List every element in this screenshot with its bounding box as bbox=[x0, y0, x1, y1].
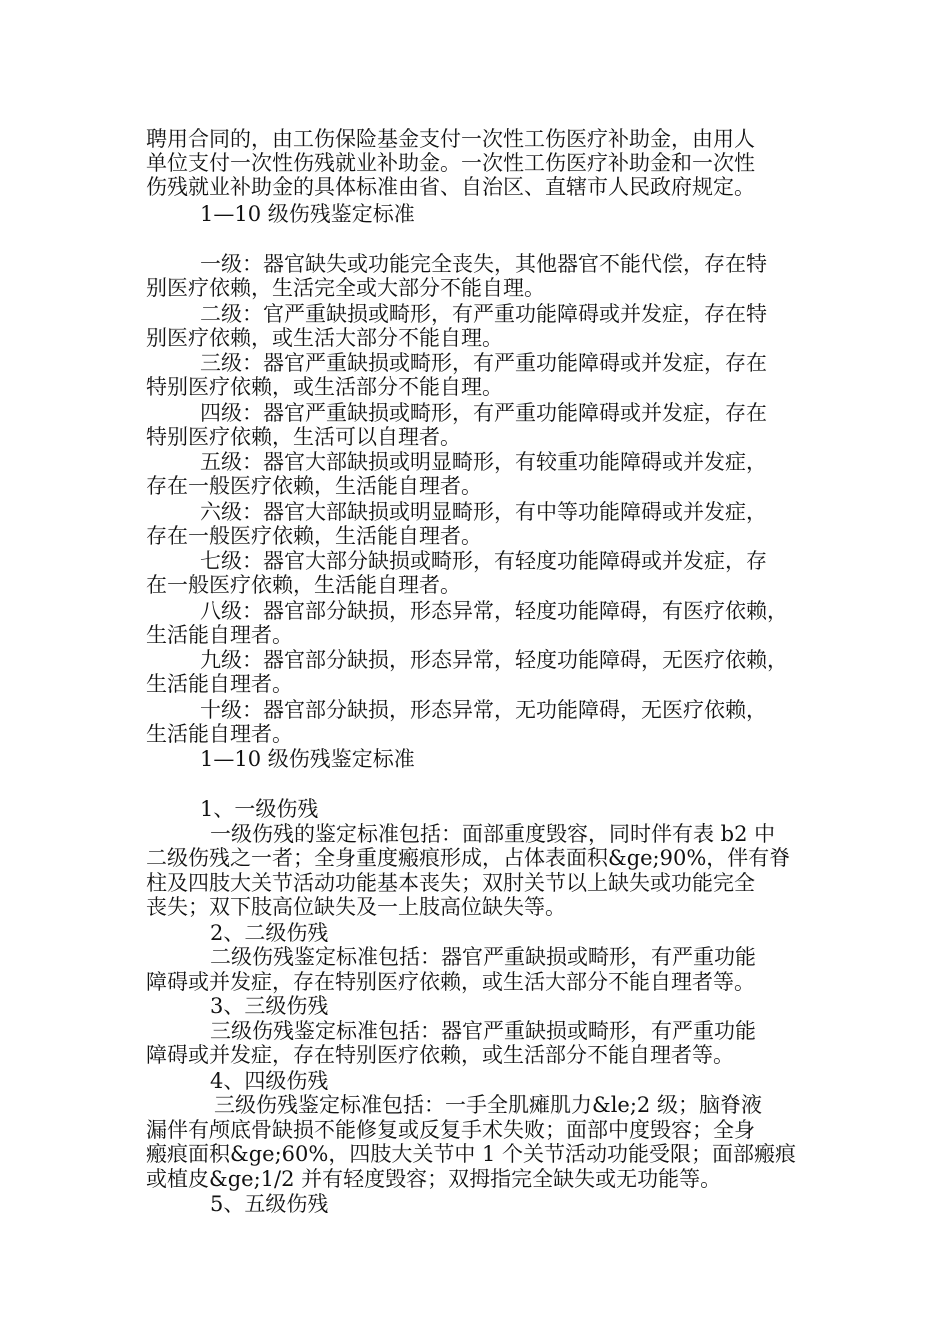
text-line: 生活能自理者。 bbox=[146, 672, 293, 696]
text-line: 或植皮&ge;1/2 并有轻度毁容；双拇指完全缺失或无功能等。 bbox=[146, 1167, 722, 1191]
text-line: 三级伤残鉴定标准包括：一手全肌瘫肌力&le;2 级；脑脊液 bbox=[214, 1093, 762, 1117]
text-line: 在一般医疗依赖，生活能自理者。 bbox=[146, 573, 461, 597]
text-line: 瘢痕面积&ge;60%，四肢大关节中 1 个关节活动功能受限；面部瘢痕 bbox=[146, 1142, 797, 1166]
text-line: 四级：器官严重缺损或畸形，有严重功能障碍或并发症，存在 bbox=[200, 401, 767, 425]
text-line: 七级：器官大部分缺损或畸形，有轻度功能障碍或并发症，存 bbox=[200, 549, 767, 573]
subsection-heading: 4、四级伤残 bbox=[210, 1069, 329, 1093]
text-line: 六级：器官大部缺损或明显畸形，有中等功能障碍或并发症， bbox=[200, 500, 767, 524]
text-line: 别医疗依赖，生活完全或大部分不能自理。 bbox=[146, 276, 545, 300]
text-line: 特别医疗依赖，生活可以自理者。 bbox=[146, 425, 461, 449]
text-line: 八级：器官部分缺损，形态异常，轻度功能障碍，有医疗依赖， bbox=[200, 599, 788, 623]
text-line: 伤残就业补助金的具体标准由省、自治区、直辖市人民政府规定。 bbox=[146, 175, 755, 199]
text-line: 三级：器官严重缺损或畸形，有严重功能障碍或并发症，存在 bbox=[200, 351, 767, 375]
text-line: 三级伤残鉴定标准包括：器官严重缺损或畸形，有严重功能 bbox=[210, 1019, 756, 1043]
section-heading: 1—10 级伤残鉴定标准 bbox=[200, 747, 415, 771]
text-line: 障碍或并发症，存在特别医疗依赖，或生活大部分不能自理者等。 bbox=[146, 970, 755, 994]
text-line: 一级：器官缺失或功能完全丧失，其他器官不能代偿，存在特 bbox=[200, 252, 767, 276]
text-line: 别医疗依赖，或生活大部分不能自理。 bbox=[146, 326, 503, 350]
text-line: 特别医疗依赖，或生活部分不能自理。 bbox=[146, 375, 503, 399]
text-line: 漏伴有颅底骨缺损不能修复或反复手术失败；面部中度毁容；全身 bbox=[146, 1118, 755, 1142]
text-line: 柱及四肢大关节活动功能基本丧失；双肘关节以上缺失或功能完全 bbox=[146, 871, 755, 895]
text-line: 存在一般医疗依赖，生活能自理者。 bbox=[146, 524, 482, 548]
text-line: 单位支付一次性伤残就业补助金。一次性工伤医疗补助金和一次性 bbox=[146, 151, 755, 175]
subsection-heading: 3、三级伤残 bbox=[210, 994, 329, 1018]
text-line: 二级伤残之一者；全身重度瘢痕形成，占体表面积&ge;90%，伴有脊 bbox=[146, 846, 791, 870]
text-line: 二级：官严重缺损或畸形，有严重功能障碍或并发症，存在特 bbox=[200, 302, 767, 326]
subsection-heading: 2、二级伤残 bbox=[210, 921, 329, 945]
text-line: 十级：器官部分缺损，形态异常，无功能障碍，无医疗依赖， bbox=[200, 698, 767, 722]
text-line: 障碍或并发症，存在特别医疗依赖，或生活部分不能自理者等。 bbox=[146, 1043, 734, 1067]
text-line: 生活能自理者。 bbox=[146, 623, 293, 647]
subsection-heading: 5、五级伤残 bbox=[210, 1192, 329, 1216]
text-line: 聘用合同的，由工伤保险基金支付一次性工伤医疗补助金，由用人 bbox=[146, 127, 755, 151]
text-line: 存在一般医疗依赖，生活能自理者。 bbox=[146, 474, 482, 498]
text-line: 二级伤残鉴定标准包括：器官严重缺损或畸形，有严重功能 bbox=[210, 945, 756, 969]
section-heading: 1—10 级伤残鉴定标准 bbox=[200, 202, 415, 226]
subsection-heading: 1、一级伤残 bbox=[200, 797, 319, 821]
text-line: 一级伤残的鉴定标准包括：面部重度毁容，同时伴有表 b2 中 bbox=[210, 822, 776, 846]
text-line: 丧失；双下肢高位缺失及一上肢高位缺失等。 bbox=[146, 895, 566, 919]
text-line: 九级：器官部分缺损，形态异常，轻度功能障碍，无医疗依赖， bbox=[200, 648, 788, 672]
text-line: 生活能自理者。 bbox=[146, 722, 293, 746]
text-line: 五级：器官大部缺损或明显畸形，有较重功能障碍或并发症， bbox=[200, 450, 767, 474]
